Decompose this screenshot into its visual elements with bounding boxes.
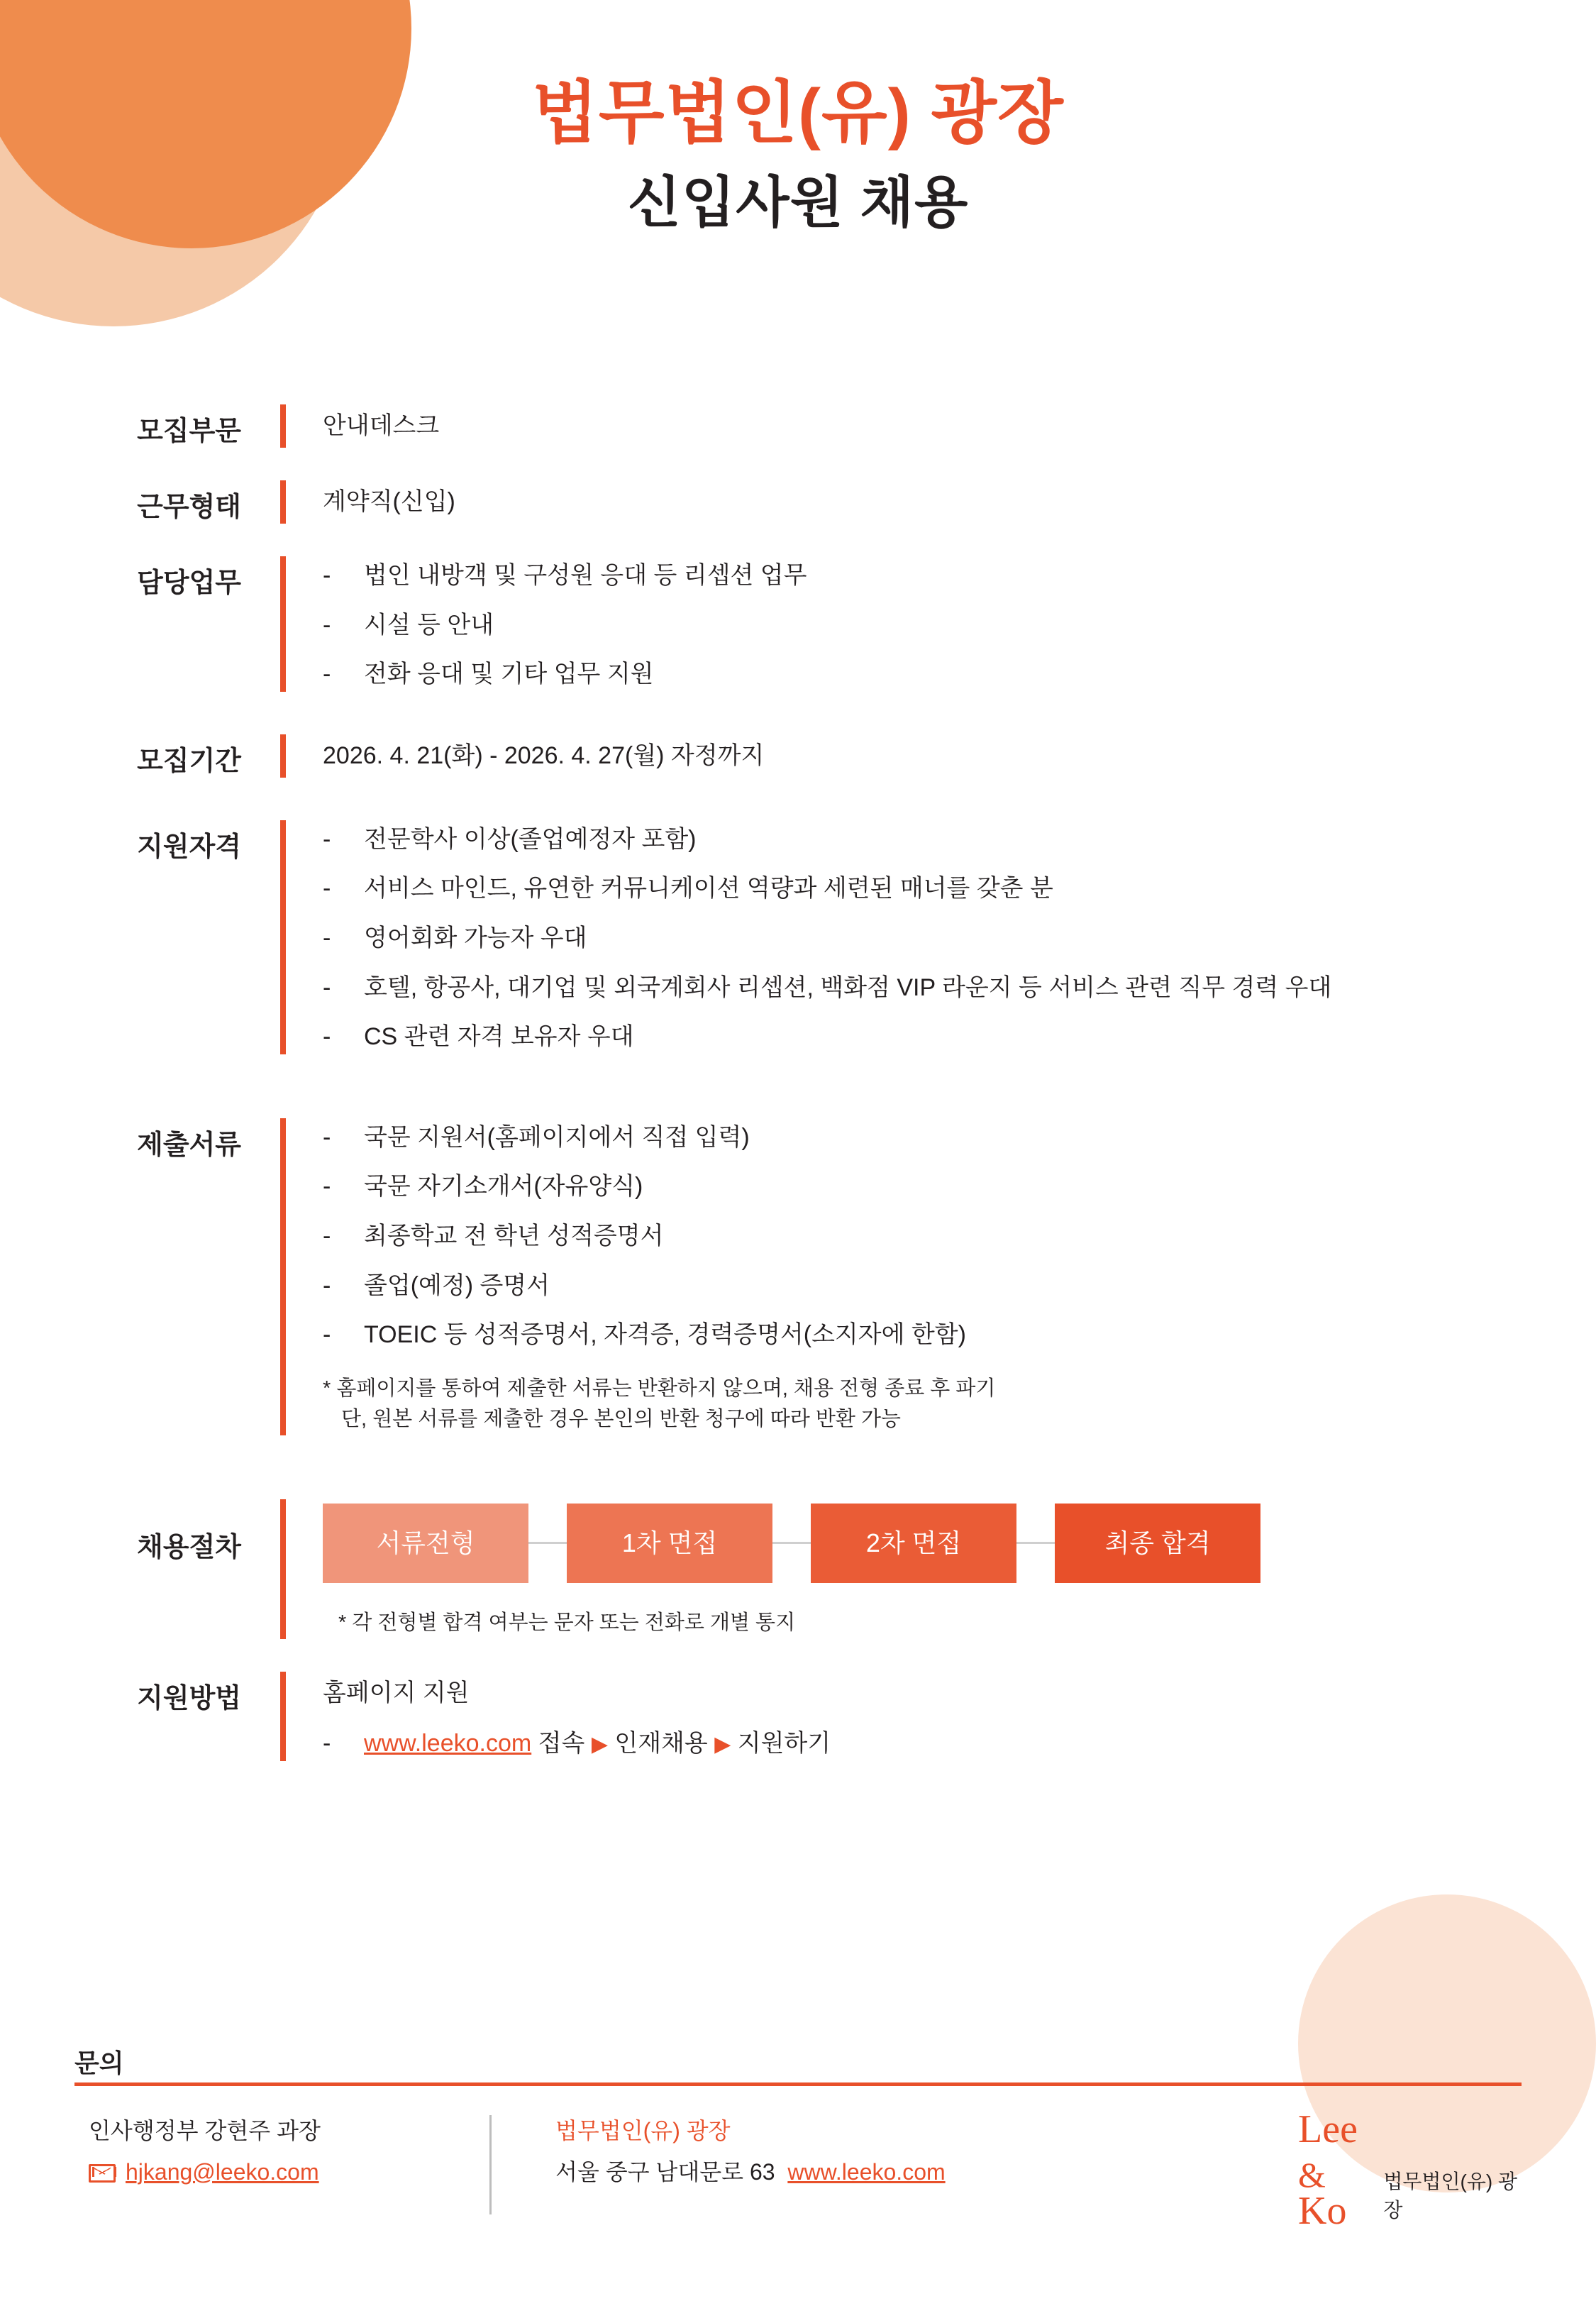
label-process-text: 채용절차 [137,1532,241,1562]
spacer [0,1478,1596,1499]
label-position: 모집부문 [137,416,241,446]
poster-body [0,404,1596,1761]
list-item [323,658,1596,692]
dash-bullet: - [323,875,331,903]
dash-bullet: - [323,1222,331,1249]
logo-mark [1298,2107,1372,2233]
value-qualifications [286,820,1596,1054]
dash-bullet: - [323,1271,331,1299]
list-item [323,1020,1596,1054]
spacer [0,448,1596,480]
logo-ampersand: & [1298,2155,1326,2195]
logo-line2: Ko [1298,2188,1347,2233]
mail-icon [89,2164,116,2183]
accent-bar [280,480,286,524]
list-item-text: TOEIC 등 성적증명서, 자격증, 경력증명서(소지자에 한함) [364,1321,966,1349]
list-item-text: 호텔, 항공사, 대기업 및 외국계회사 리셉션, 백화점 VIP 라운지 등 서비스 관련 직무 경력 우대 [364,973,1332,1001]
dash-bullet: - [323,1730,331,1758]
process-step-1 [323,1504,528,1583]
contact-email-link[interactable]: hjkang@leeko.com [126,2158,319,2185]
list-item [323,1170,1596,1204]
accent-bar [280,1499,286,1639]
process-step-4 [1055,1504,1260,1583]
apply-method: 홈페이지 지원 [323,1679,470,1706]
process-step-label: 서류전형 [376,1528,475,1557]
value-employment-type: 계약직(신입) [323,488,455,515]
list-item [323,823,1596,857]
value-apply [286,1672,1596,1761]
list-item-text: 전문학사 이상(졸업예정자 포함) [364,825,697,853]
label-employment-type: 근무형태 [137,492,241,522]
process-step-label: 1차 면접 [621,1528,718,1557]
accent-bar [280,1118,286,1435]
list-item [323,1121,1596,1155]
list-item [323,1727,1596,1761]
list-item-text: 전화 응대 및 기타 업무 지원 [364,661,654,688]
list-item [323,971,1596,1005]
dash-bullet: - [323,1173,331,1201]
apply-steps-list [323,1727,1596,1761]
duties-list [323,559,1596,692]
spacer [0,1435,1596,1478]
firm-name: 법무법인(유) 광장 [555,2118,731,2144]
list-item [323,1220,1596,1254]
accent-bar [280,820,286,1054]
firm-address: 서울 중구 남대문로 63 [555,2158,775,2185]
accent-bar [280,734,286,778]
arrow-icon: ▶ [714,1733,731,1757]
accent-bar [280,556,286,692]
list-item-text: 국문 지원서(홈페이지에서 직접 입력) [364,1123,750,1151]
spacer [0,692,1596,734]
dash-bullet: - [323,973,331,1001]
row-documents [0,1118,1596,1435]
value-process [286,1499,1596,1639]
company-title: 법무법인(유) 광장 [532,75,1064,151]
dash-bullet: - [323,562,331,589]
documents-note [323,1374,1596,1435]
label-apply: 지원방법 [137,1683,241,1714]
label-duties: 담당업무 [137,568,241,598]
spacer [0,1097,1596,1118]
dash-bullet: - [323,1023,331,1051]
list-item [323,1269,1596,1303]
list-item [323,1318,1596,1352]
documents-note-line1: * 홈페이지를 통하여 제출한 서류는 반환하지 않으며, 채용 전형 종료 후 파기 [323,1377,996,1400]
company-logo [1298,2107,1596,2233]
logo-caption: 법무법인(유) 광장 [1383,2170,1518,2221]
contact-email-row [89,2152,489,2193]
dash-bullet: - [323,611,331,639]
dash-bullet: - [323,1321,331,1349]
spacer [0,1639,1596,1672]
label-process [0,1499,280,1639]
apply-step2: 인재채용 [614,1730,708,1758]
list-item [323,922,1596,956]
list-item-text: 법인 내방객 및 구성원 응대 등 리셉션 업무 [364,562,807,589]
process-step-2 [567,1504,772,1583]
apply-step1: 접속 [538,1730,585,1758]
process-steps [323,1504,1596,1583]
qualifications-list [323,823,1596,1054]
value-position: 안내데스크 [323,412,440,439]
row-position [0,404,1596,448]
list-item [323,872,1596,906]
footer-inquiry-label: 문의 [74,2048,124,2078]
label-period: 모집기간 [137,746,241,776]
list-item-text: 시설 등 안내 [364,611,494,639]
row-process [0,1499,1596,1639]
row-duties [0,556,1596,692]
value-period: 2026. 4. 21(화) - 2026. 4. 27(월) 자정까지 [323,741,765,769]
process-step-label: 2차 면접 [865,1528,962,1557]
poster-footer [0,2107,1596,2267]
list-item-text: 최종학교 전 학년 성적증명서 [364,1222,664,1249]
dash-bullet: - [323,1123,331,1151]
firm-address-row [555,2152,1298,2193]
logo-line1: Lee [1298,2107,1358,2151]
dash-bullet: - [323,661,331,688]
contact-name: 인사행정부 강현주 과장 [89,2118,321,2144]
footer-divider [74,2082,1522,2086]
process-connector [528,1542,567,1544]
row-period [0,734,1596,778]
footer-contact-column [0,2111,489,2192]
list-item-text: CS 관련 자격 보유자 우대 [364,1023,634,1051]
dash-bullet: - [323,825,331,853]
value-documents [286,1118,1596,1435]
logo-line2-row [1298,2148,1372,2233]
apply-website-link[interactable]: www.leeko.com [364,1730,532,1758]
spacer [0,778,1596,820]
process-connector [772,1542,811,1544]
list-item-text: 영어회화 가능자 우대 [364,924,587,951]
value-duties [286,556,1596,692]
row-employment-type [0,480,1596,524]
list-item-text: 졸업(예정) 증명서 [364,1271,550,1299]
process-step-3 [811,1504,1016,1583]
dash-bullet: - [323,924,331,951]
accent-bar [280,1672,286,1761]
documents-list [323,1121,1596,1352]
row-apply [0,1672,1596,1761]
process-note: * 각 전형별 합격 여부는 문자 또는 전화로 개별 통지 [338,1611,796,1634]
list-item-text: 서비스 마인드, 유연한 커뮤니케이션 역량과 세련된 매너를 갖춘 분 [364,875,1053,903]
process-step-label: 최종 합격 [1104,1528,1211,1557]
list-item-text: 국문 자기소개서(자유양식) [364,1173,643,1201]
footer-firm-column [492,2111,1298,2192]
row-qualifications [0,820,1596,1054]
firm-website-link[interactable]: www.leeko.com [787,2158,946,2185]
arrow-icon: ▶ [591,1733,608,1757]
poster-header [0,75,1596,235]
spacer [0,1054,1596,1097]
label-qualifications: 지원자격 [137,832,241,862]
list-item [323,609,1596,643]
accent-bar [280,404,286,448]
spacer [0,524,1596,556]
poster-subtitle: 신입사원 채용 [627,171,969,234]
apply-step3: 지원하기 [737,1730,831,1758]
documents-note-line2: 단, 원본 서류를 제출한 경우 본인의 반환 청구에 따라 반환 가능 [341,1408,901,1431]
label-documents: 제출서류 [137,1130,241,1160]
process-connector [1016,1542,1055,1544]
list-item [323,559,1596,593]
